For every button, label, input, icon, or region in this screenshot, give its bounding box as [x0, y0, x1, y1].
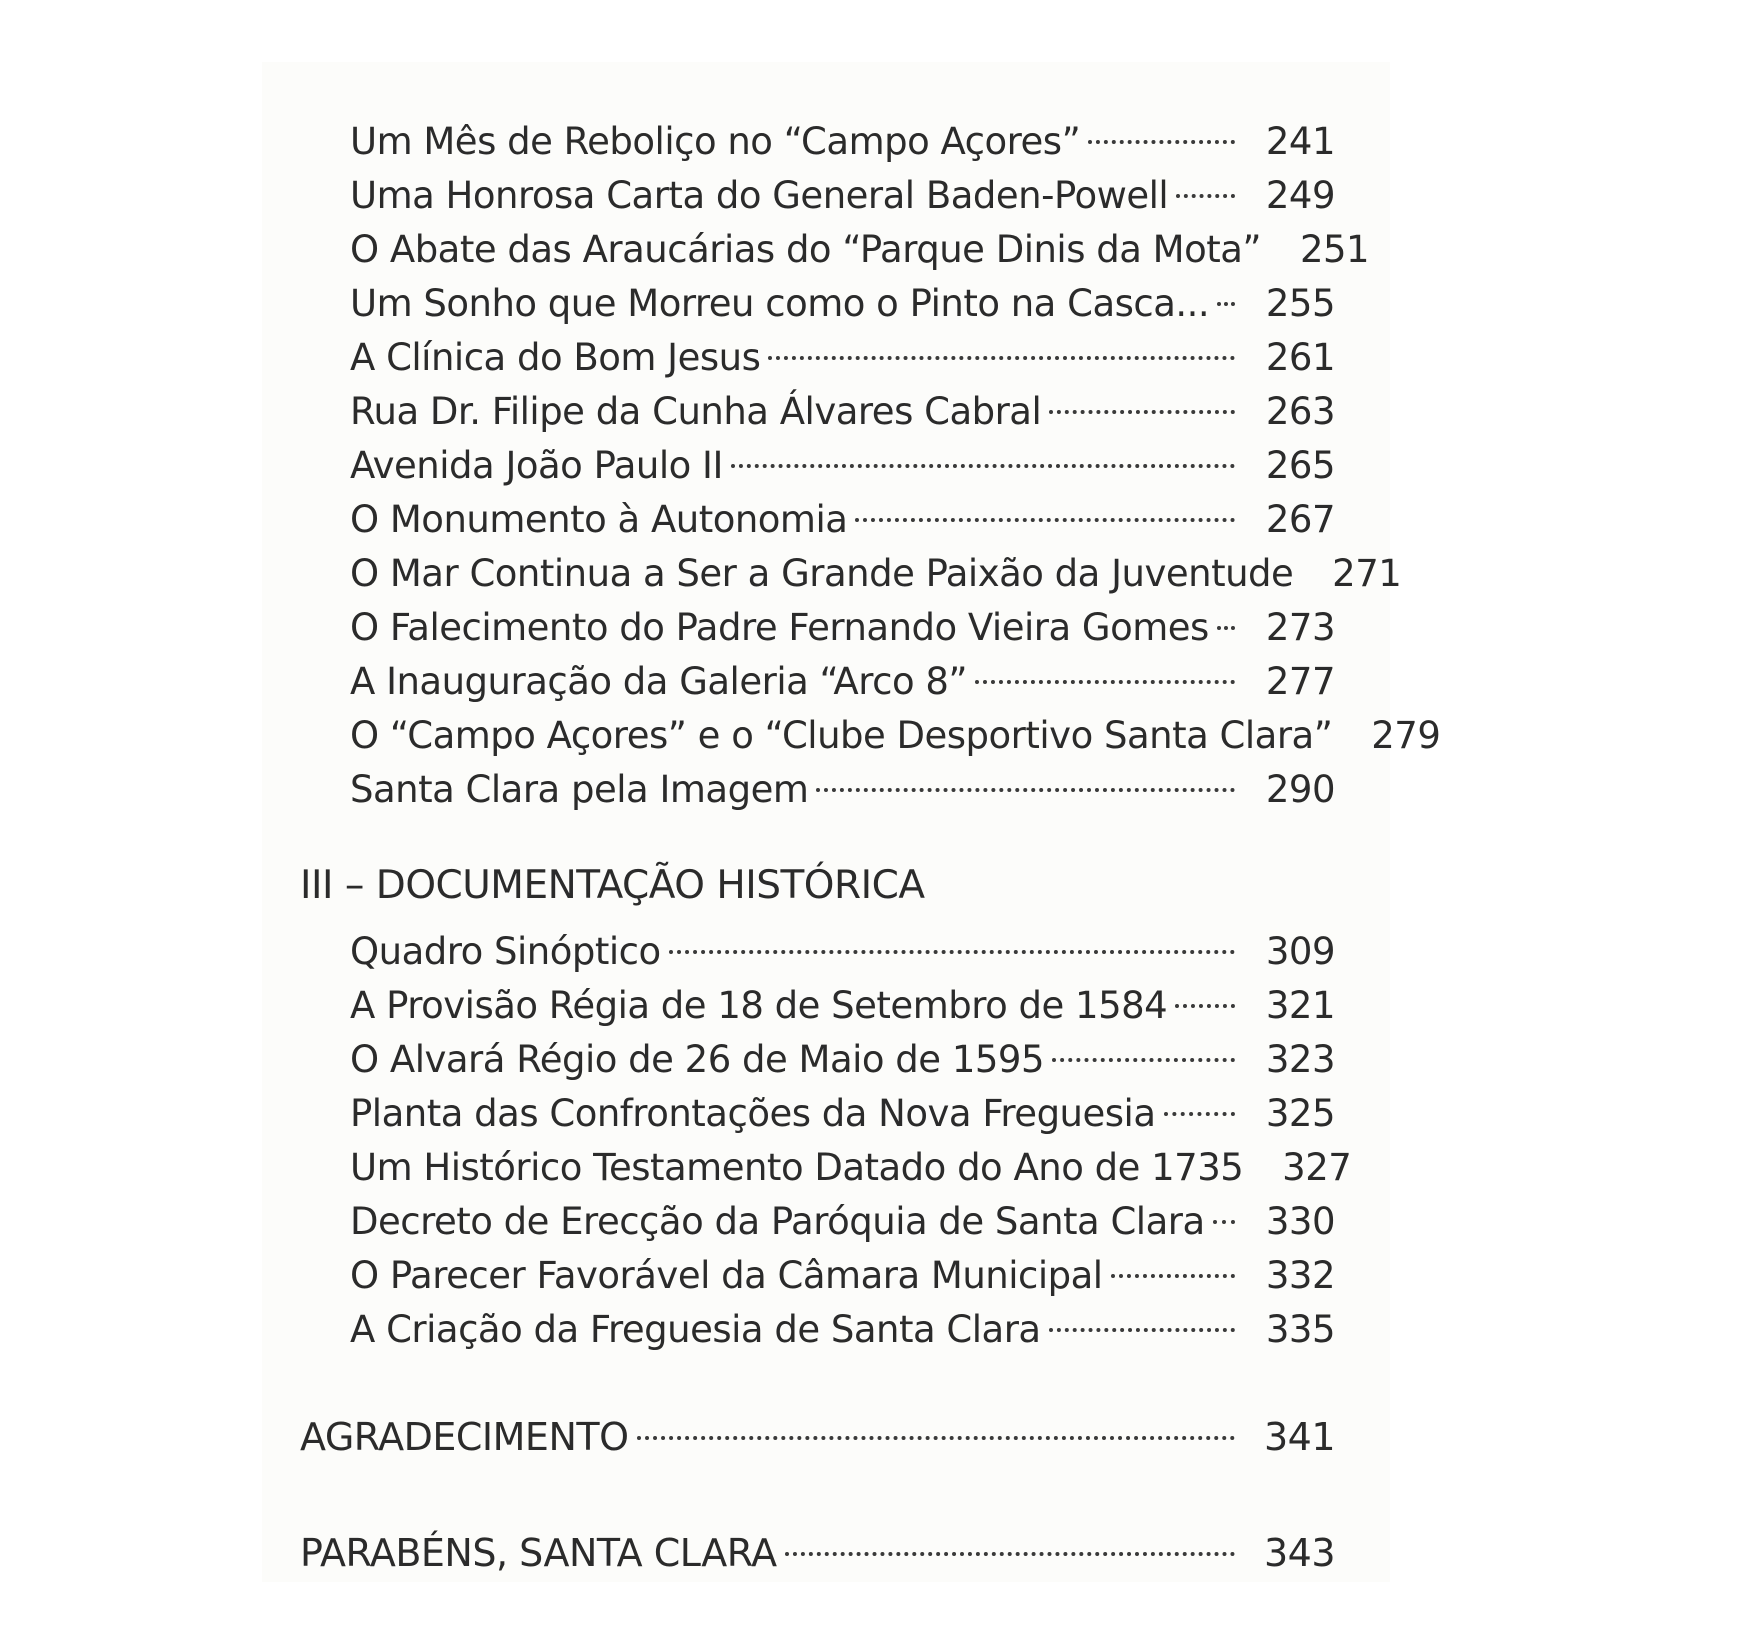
toc-entry — [350, 592, 1335, 649]
toc-entry-title: O Falecimento do Padre Fernando Vieira Gomes — [350, 606, 1209, 649]
toc-entry — [350, 1186, 1335, 1243]
toc-entry — [350, 106, 1335, 163]
toc-entry-title: Um Histórico Testamento Datado do Ano de 1735 — [350, 1146, 1244, 1189]
toc-entry-title: Quadro Sinóptico — [350, 930, 661, 973]
toc-leader-dots — [669, 916, 1235, 964]
toc-entry-page: 273 — [1265, 606, 1335, 649]
toc-entry-page: 343 — [1263, 1531, 1335, 1575]
toc-entry-page: 255 — [1265, 282, 1335, 325]
toc-leader-dots — [1052, 1024, 1235, 1072]
toc-entry-title: Santa Clara pela Imagem — [350, 768, 809, 811]
toc-leader-dots — [1111, 1240, 1235, 1288]
toc-leader-dots — [975, 646, 1235, 694]
toc-entry-title: O Parecer Favorável da Câmara Municipal — [350, 1254, 1103, 1297]
toc-entry-page: 341 — [1263, 1415, 1335, 1459]
toc-entry — [350, 1024, 1335, 1081]
section-heading: III – DOCUMENTAÇÃO HISTÓRICA — [300, 863, 925, 908]
toc-leader-dots — [1049, 376, 1235, 424]
toc-entry — [350, 484, 1335, 541]
toc-entry-title: A Criação da Freguesia de Santa Clara — [350, 1308, 1041, 1351]
toc-leader-dots — [731, 430, 1235, 478]
toc-leader-dots — [785, 1518, 1235, 1566]
toc-entry — [350, 916, 1335, 973]
toc-entry-agradecimento — [300, 1402, 1335, 1459]
toc-entry-page: 321 — [1265, 984, 1335, 1027]
toc-entry-parabens — [300, 1518, 1335, 1575]
toc-leader-dots — [1217, 268, 1235, 316]
toc-entry-title: O Abate das Araucárias do “Parque Dinis da Mota” — [350, 228, 1262, 271]
toc-entry-page: 277 — [1265, 660, 1335, 703]
toc-entry-page: 271 — [1332, 552, 1402, 595]
toc-entry — [350, 538, 1402, 595]
toc-leader-dots — [855, 484, 1235, 532]
toc-entry — [350, 322, 1335, 379]
toc-entry — [350, 754, 1335, 811]
toc-entry-page: 251 — [1299, 228, 1370, 271]
toc-entry — [350, 700, 1441, 757]
toc-entry — [350, 160, 1335, 217]
toc-entry-title: O Monumento à Autonomia — [350, 498, 848, 541]
toc-leader-dots — [816, 754, 1235, 802]
toc-entry-page: 335 — [1265, 1308, 1335, 1351]
toc-entry — [350, 376, 1335, 433]
toc-entry-page: 263 — [1265, 390, 1335, 433]
toc-entry-title: O “Campo Açores” e o “Clube Desportivo Santa Clara” — [350, 714, 1333, 757]
toc-entry-title: Decreto de Erecção da Paróquia de Santa Clara — [350, 1200, 1205, 1243]
toc-entry-page: 330 — [1265, 1200, 1335, 1243]
toc-entry — [350, 214, 1370, 271]
toc-entry-title: O Alvará Régio de 26 de Maio de 1595 — [350, 1038, 1044, 1081]
toc-entry-page: 241 — [1265, 120, 1335, 163]
toc-entry-page: 265 — [1265, 444, 1335, 487]
toc-entry — [350, 646, 1335, 703]
toc-entry-page: 279 — [1371, 714, 1441, 757]
toc-entry-title: Uma Honrosa Carta do General Baden-Powell — [350, 174, 1169, 217]
toc-entry-page: 267 — [1265, 498, 1335, 541]
toc-entry-title: A Clínica do Bom Jesus — [350, 336, 761, 379]
toc-entry-title: Um Mês de Reboliço no “Campo Açores” — [350, 120, 1081, 163]
toc-entry-page: 290 — [1265, 768, 1335, 811]
toc-leader-dots — [1213, 1186, 1235, 1234]
toc-entry-page: 325 — [1265, 1092, 1335, 1135]
toc-entry — [350, 1078, 1335, 1135]
toc-entry-page: 323 — [1265, 1038, 1335, 1081]
toc-entry — [350, 1132, 1352, 1189]
toc-entry-title: Rua Dr. Filipe da Cunha Álvares Cabral — [350, 390, 1042, 433]
toc-entry-title: PARABÉNS, SANTA CLARA — [300, 1531, 777, 1575]
toc-entry — [350, 970, 1335, 1027]
toc-entry-page: 309 — [1265, 930, 1335, 973]
toc-leader-dots — [1088, 106, 1235, 154]
toc-entry — [350, 430, 1335, 487]
toc-entry-title: O Mar Continua a Ser a Grande Paixão da Juventude — [350, 552, 1294, 595]
toc-entry — [350, 1240, 1335, 1297]
toc-leader-dots — [1049, 1294, 1235, 1342]
toc-entry-title: Um Sonho que Morreu como o Pinto na Casca... — [350, 282, 1210, 325]
toc-entry — [350, 1294, 1335, 1351]
toc-entry-title: A Inauguração da Galeria “Arco 8” — [350, 660, 968, 703]
toc-leader-dots — [768, 322, 1235, 370]
toc-leader-dots — [1217, 592, 1235, 640]
toc-entry-page: 249 — [1265, 174, 1335, 217]
toc-entry-title: AGRADECIMENTO — [300, 1415, 629, 1459]
toc-leader-dots — [637, 1402, 1236, 1450]
toc-entry-page: 327 — [1282, 1146, 1352, 1189]
toc-entry-title: A Provisão Régia de 18 de Setembro de 1584 — [350, 984, 1168, 1027]
toc-entry-page: 332 — [1265, 1254, 1335, 1297]
toc-leader-dots — [1175, 970, 1235, 1018]
toc-entry — [350, 268, 1335, 325]
toc-leader-dots — [1164, 1078, 1235, 1126]
toc-entry-title: Planta das Confrontações da Nova Freguesia — [350, 1092, 1156, 1135]
toc-entry-title: Avenida João Paulo II — [350, 444, 723, 487]
toc-entry-page: 261 — [1265, 336, 1335, 379]
toc-leader-dots — [1176, 160, 1235, 208]
